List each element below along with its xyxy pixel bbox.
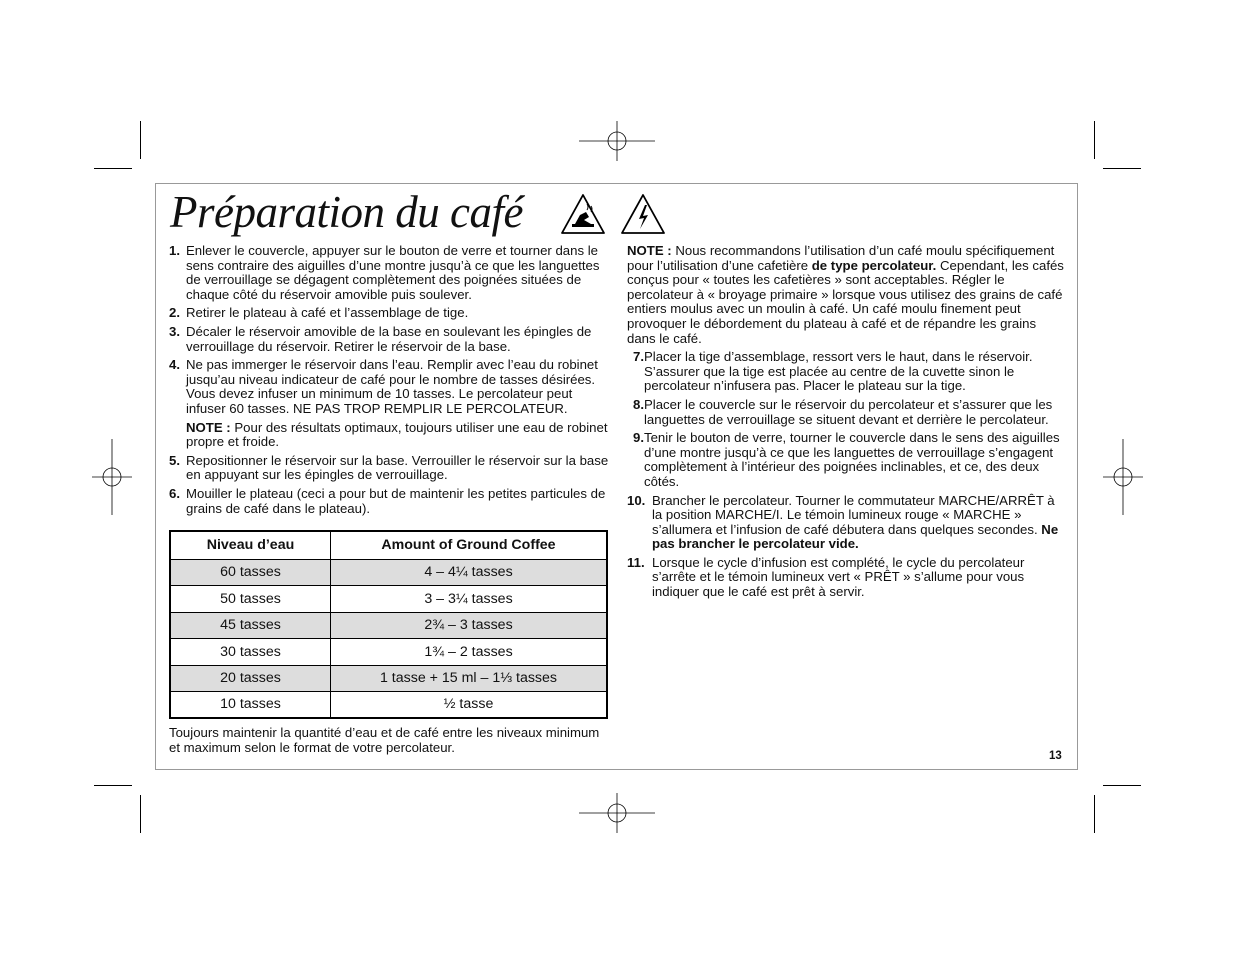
step-number: 11. — [627, 554, 645, 570]
crop-mark — [94, 785, 132, 786]
step-list-left — [169, 244, 609, 417]
table-cell: ½ tasse — [331, 692, 608, 719]
table-cell: 4 – 4¼ tasses — [331, 560, 608, 586]
step-item — [169, 487, 609, 516]
step-text: Placer la tige d’assemblage, ressort vers le haut, dans le réservoir. S’assurer que la tige est placée au centre de la cuvette sinon le percolateur n’infusera pas. Placer le plateau sur la tige. — [644, 349, 1033, 394]
table-cell: 1 tasse + 15 ml – 1⅓ tasses — [331, 665, 608, 691]
step-text: Placer le couvercle sur le réservoir du percolateur et s’assurer que les languettes de verrouillage se situent devant et derrière le percolateur. — [644, 396, 1053, 427]
crop-mark — [1103, 168, 1141, 169]
step-item — [169, 358, 609, 416]
step-number: 8. — [633, 396, 644, 412]
crop-mark — [1103, 785, 1141, 786]
table-cell: 2¾ – 3 tasses — [331, 612, 608, 638]
table-row — [170, 612, 607, 638]
left-column — [169, 244, 609, 769]
coffee-grind-note — [627, 244, 1067, 346]
registration-mark-right — [1103, 439, 1143, 515]
step-number: 3. — [169, 323, 180, 339]
table-cell: 10 tasses — [170, 692, 331, 719]
note-text: Pour des résultats optimaux, toujours utiliser une eau de robinet propre et froide. — [186, 419, 608, 450]
table-cell: 3 – 3¼ tasses — [331, 586, 608, 612]
step-item — [627, 494, 1067, 552]
table-cell: 30 tasses — [170, 639, 331, 665]
step-text: Lorsque le cycle d’infusion est complété, le cycle du percolateur s’arrête et le témoin lumineux vert « PRÊT » s’allume pour vous indiquer que le café est prêt à servir. — [652, 554, 1025, 600]
step-number: 10. — [627, 492, 646, 508]
note-bold-text: de type percolateur. — [811, 257, 937, 273]
step-number: 1. — [169, 243, 180, 258]
table-cell: 1¾ – 2 tasses — [331, 639, 608, 665]
column-header-ground-coffee: Amount of Ground Coffee — [331, 531, 608, 560]
note-label: NOTE : — [186, 419, 231, 435]
step-item — [169, 454, 609, 483]
step-item — [627, 556, 1067, 600]
step-item — [169, 325, 609, 354]
crop-mark — [140, 795, 141, 833]
step-text: Mouiller le plateau (ceci a pour but de maintenir les petites particules de grains de café dans le plateau). — [186, 485, 606, 516]
step-text: Brancher le percolateur. Tourner le commutateur MARCHE/ARRÊT à la position MARCHE/I. Le témoin lumineux rouge « MARCHE » s’allumera et l’infusion de café débutera dans quelques secondes. — [652, 492, 1055, 537]
note-text: Cependant, les cafés conçus pour « toutes les cafetières » sont acceptables. Régler le percolateur à « broyage primaire » lorsque vous utilisez des grains de café entiers moulus avec un moulin à café. Un café moulu finement peut provoquer le débordement du plateau à café et de répandre les grains dans le café. — [627, 257, 1064, 346]
page-number: 13 — [1049, 750, 1062, 762]
step-text: Repositionner le réservoir sur la base. Verrouiller le réservoir sur la base en appuyant sur les épingles de verrouillage. — [186, 452, 609, 483]
registration-mark-bottom — [579, 793, 655, 833]
step-number: 5. — [169, 452, 180, 468]
step-list-right — [627, 350, 1067, 600]
table-header-row — [170, 531, 607, 560]
page-title: Préparation du café — [170, 187, 523, 237]
table-row — [170, 586, 607, 612]
crop-mark — [1094, 795, 1095, 833]
step4-note — [186, 421, 609, 450]
table-cell: 45 tasses — [170, 612, 331, 638]
step-text: Décaler le réservoir amovible de la base en soulevant les épingles de verrouillage du réservoir. Retirer le réservoir de la base. — [186, 323, 592, 354]
note-text: Nous recommandons l’utilisation d’un café moulu spécifiquement pour l’utilisation d’une cafetière — [627, 243, 1055, 273]
table-cell: 20 tasses — [170, 665, 331, 691]
electric-shock-warning-icon — [620, 193, 666, 235]
step-item — [169, 306, 609, 321]
registration-mark-top — [579, 121, 655, 161]
step-text: Ne pas immerger le réservoir dans l’eau. Remplir avec l’eau du robinet jusqu’au niveau indicateur de café pour le nombre de tasses désirées. Vous devez infuser un minimum de 10 tasses. Le percolateur peut infuser 60 tasses. NE PAS TROP REMPLIR LE PERCOLATEUR. — [186, 357, 598, 416]
step-text: Retirer le plateau à café et l’assemblage de tige. — [186, 305, 469, 321]
step-number: 9. — [633, 430, 644, 446]
hot-surface-warning-icon — [560, 193, 606, 235]
step-text: Enlever le couvercle, appuyer sur le bouton de verre et tourner dans le sens contraire des aiguilles d’une montre jusqu’à ce que les languettes de verrouillage se dégagent complètement des poignées situées de chaque côté du réservoir amovible puis soulever. — [186, 243, 600, 302]
step-item — [627, 350, 1067, 394]
step-number: 7. — [633, 349, 644, 365]
crop-mark — [1094, 121, 1095, 159]
crop-mark — [140, 121, 141, 159]
step-item — [169, 244, 609, 302]
after-table-text: Toujours maintenir la quantité d’eau et de café entre les niveaux minimum et maximum selon le format de votre percolateur. — [169, 725, 600, 756]
right-column — [627, 244, 1067, 604]
table-row — [170, 665, 607, 691]
step-item — [627, 431, 1067, 489]
table-row — [170, 560, 607, 586]
step-text: Tenir le bouton de verre, tourner le couvercle dans le sens des aiguilles d’une montre jusqu’à ce que les languettes de verrouillage s’engagent complètement à l’intérieur des poignées inclinables, et ce, des deux côtés. — [644, 430, 1060, 489]
step-number: 4. — [169, 357, 180, 373]
table-cell: 50 tasses — [170, 586, 331, 612]
table-cell: 60 tasses — [170, 560, 331, 586]
step-number: 6. — [169, 485, 180, 501]
crop-mark — [94, 168, 132, 169]
step-number: 2. — [169, 305, 180, 321]
step-item — [627, 398, 1067, 427]
table-row — [170, 692, 607, 719]
registration-mark-left — [92, 439, 132, 515]
table-row — [170, 639, 607, 665]
coffee-amount-table — [169, 530, 608, 719]
step-bold-text: Ne pas brancher le percolateur vide. — [652, 521, 1059, 552]
note-label: NOTE : — [627, 243, 672, 258]
step-list-left-continued — [169, 454, 609, 516]
column-header-water-level: Niveau d’eau — [170, 531, 331, 560]
